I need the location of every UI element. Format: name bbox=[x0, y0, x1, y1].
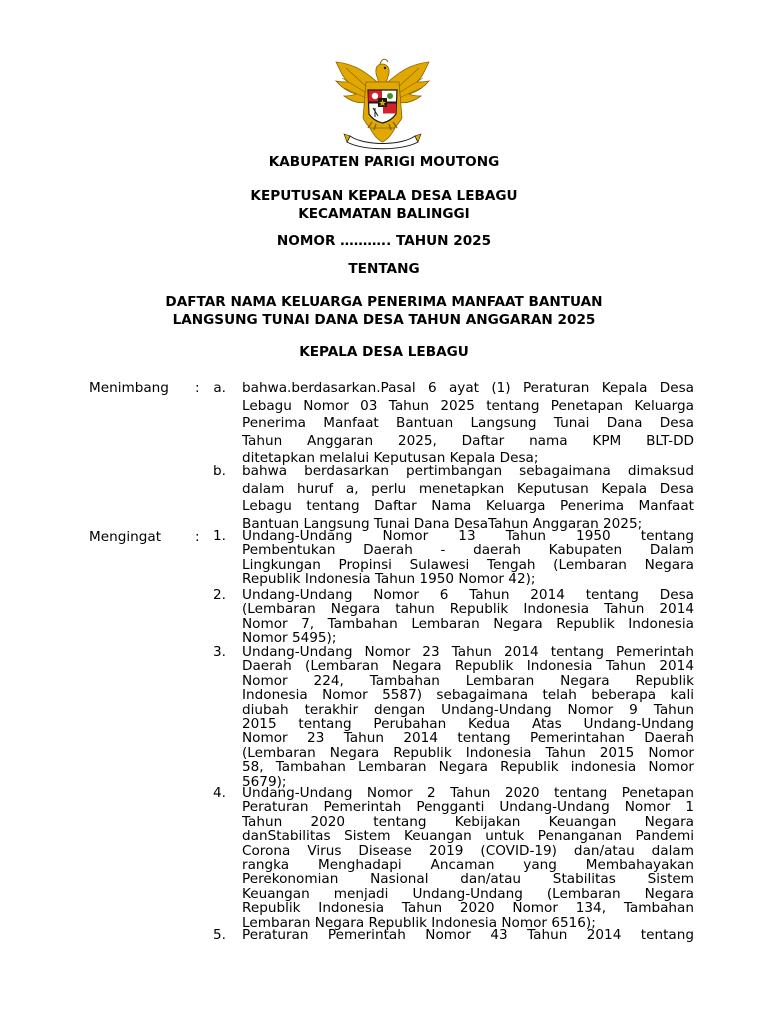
menimbang-marker-a: a. bbox=[213, 380, 226, 396]
text-line: Undang-Undang Nomor 2 Tahun 2020 tentang Penetapan bbox=[242, 786, 694, 801]
text-line: ditetapkan melalui Keputusan Kepala Desa; bbox=[242, 450, 539, 466]
text-line: Bantuan Langsung Tunai Dana DesaTahun Anggaran 2025; bbox=[242, 515, 643, 532]
text-line: 2015 tentang Perubahan Kedua Atas Undang-Undang bbox=[242, 716, 694, 732]
text-line: Tahun 2020 tentang Kebijakan Keuangan Negara bbox=[242, 814, 694, 830]
mengingat-marker-5: 5. bbox=[213, 927, 226, 943]
text-line: danStabilitas Sistem Keuangan untuk Penanganan Pandemi bbox=[242, 829, 694, 844]
text-line: Undang-Undang Nomor 23 Tahun 2014 tentang Pemerintah bbox=[242, 645, 694, 660]
text-line: bahwa.berdasarkan.Pasal 6 ayat (1) Peraturan Kepala Desa bbox=[242, 380, 694, 396]
text-line: 5679); bbox=[242, 774, 287, 789]
mengingat-marker-4: 4. bbox=[213, 785, 226, 801]
text-line: Lebagu tentang Daftar Nama Keluarga Penerima Manfaat bbox=[242, 498, 694, 514]
text-line: Keuangan menjadi Undang-Undang (Lembaran Negara bbox=[242, 886, 694, 902]
mengingat-item-3 bbox=[242, 645, 694, 789]
regency-title: KABUPATEN PARIGI MOUTONG bbox=[268, 154, 500, 170]
mengingat-label: Mengingat bbox=[89, 529, 162, 545]
text-line: Nomor 5495); bbox=[242, 631, 337, 646]
menimbang-label: Menimbang bbox=[89, 380, 169, 396]
menimbang-colon: : bbox=[195, 380, 200, 396]
text-line: (Lembaran Negara Republik Indonesia Tahun 2015 Nomor bbox=[242, 745, 694, 761]
text-line: Republik Indonesia Tahun 1950 Nomor 42); bbox=[242, 572, 536, 587]
text-line: Pembentukan Daerah - daerah Kabupaten Dalam bbox=[242, 543, 694, 558]
text-line: Lembaran Negara Republik Indonesia Nomor 6516); bbox=[242, 915, 596, 930]
text-line: Daerah (Lembaran Negara Republik Indonesia Tahun 2014 bbox=[242, 659, 694, 674]
subject-line1: DAFTAR NAMA KELUARGA PENERIMA MANFAAT BANTUAN bbox=[165, 294, 603, 310]
mengingat-colon: : bbox=[195, 529, 200, 545]
mengingat-item-1 bbox=[242, 529, 694, 587]
text-line: rangka Menghadapi Ancaman yang Membahayakan bbox=[242, 857, 694, 873]
text-line: Republik Indonesia Tahun 2020 Nomor 134, Tambahan bbox=[242, 901, 694, 916]
decree-title-line1: KEPUTUSAN KEPALA DESA LEBAGU bbox=[250, 188, 518, 204]
text-line: Undang-Undang Nomor 6 Tahun 2014 tentang Desa bbox=[242, 588, 694, 603]
text-line: Lingkungan Propinsi Sulawesi Tengah (Lembaran Negara bbox=[242, 557, 694, 573]
text-line: Indonesia Nomor 5587) sebagaimana telah beberapa kali bbox=[242, 688, 694, 703]
text-line: Lebagu Nomor 03 Tahun 2025 tentang Penetapan Keluarga bbox=[242, 397, 694, 414]
text-line: Perekonomian Nasional dan/atau Stabilitas Sistem bbox=[242, 872, 694, 887]
mengingat-item-5 bbox=[242, 928, 694, 942]
decree-number: NOMOR ……….. TAHUN 2025 bbox=[276, 233, 492, 249]
text-line: diubah terakhir dengan Undang-Undang Nomor 9 Tahun bbox=[242, 702, 694, 717]
subject-line2: LANGSUNG TUNAI DANA DESA TAHUN ANGGARAN 2025 bbox=[172, 312, 596, 328]
text-line: Nomor 224, Tambahan Lembaran Negara Republik bbox=[242, 673, 694, 689]
menimbang-item-a bbox=[242, 380, 694, 468]
mengingat-item-2 bbox=[242, 588, 694, 646]
text-line: Peraturan Pemerintah Nomor 43 Tahun 2014 tentang bbox=[242, 928, 694, 943]
text-line: Corona Virus Disease 2019 (COVID-19) dan/atau dalam bbox=[242, 843, 694, 858]
text-line: Nomor 7, Tambahan Lembaran Negara Republik Indonesia bbox=[242, 616, 694, 632]
mengingat-marker-2: 2. bbox=[213, 587, 226, 603]
mengingat-marker-3: 3. bbox=[213, 644, 226, 660]
text-line: Peraturan Pemerintah Pengganti Undang-Undang Nomor 1 bbox=[242, 800, 694, 815]
decree-title-line2: KECAMATAN BALINGGI bbox=[298, 206, 470, 222]
menimbang-marker-b: b. bbox=[213, 463, 226, 479]
issuer-heading: KEPALA DESA LEBAGU bbox=[299, 344, 469, 360]
text-line: Nomor 23 Tahun 2014 tentang Pemerintahan Daerah bbox=[242, 731, 694, 746]
text-line: bahwa berdasarkan pertimbangan sebagaimana dimaksud bbox=[242, 463, 694, 479]
menimbang-item-b bbox=[242, 463, 694, 533]
text-line: 58, Tambahan Lembaran Negara Republik indonesia Nomor bbox=[242, 760, 694, 775]
text-line: (Lembaran Negara tahun Republik Indonesia Tahun 2014 bbox=[242, 602, 694, 617]
text-line: Tahun Anggaran 2025, Daftar nama KPM BLT-DD bbox=[242, 432, 694, 449]
mengingat-item-4 bbox=[242, 786, 694, 930]
text-line: Undang-Undang Nomor 13 Tahun 1950 tentang bbox=[242, 529, 694, 544]
mengingat-marker-1: 1. bbox=[213, 528, 226, 544]
text-line: Penerima Manfaat Bantuan Langsung Tunai Dana Desa bbox=[242, 415, 694, 431]
garuda-pancasila-emblem-icon bbox=[330, 56, 435, 151]
text-line: dalam huruf a, perlu menetapkan Keputusan Kepala Desa bbox=[242, 480, 694, 497]
about-heading: TENTANG bbox=[348, 261, 420, 277]
